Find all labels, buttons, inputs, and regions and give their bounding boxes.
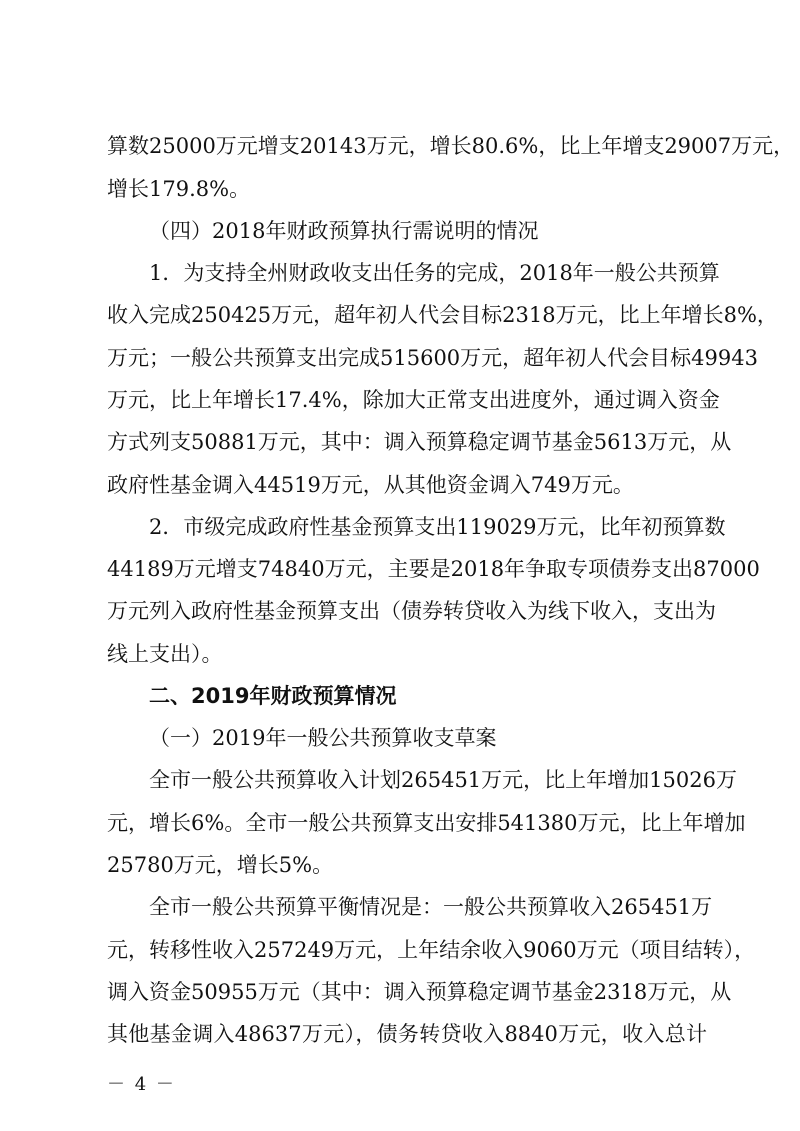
text-line: 其他基金调入48637万元），债务转贷收入8840万元，收入总计 [107,1022,707,1046]
text-line: 算数25000万元增支20143万元，增长80.6%，比上年增支29007万元， [107,134,795,158]
text-line: 全市一般公共预算收入计划265451万元，比上年增加15026万 [149,768,737,792]
text-line: 1．为支持全州财政收支出任务的完成，2018年一般公共预算 [149,261,720,285]
text-line: 万元列入政府性基金预算支出（债券转贷收入为线下收入，支出为 [107,599,716,623]
section-heading: （四）2018年财政预算执行需说明的情况 [149,219,539,243]
text-line: 方式列支50881万元，其中：调入预算稳定调节基金5613万元，从 [107,430,732,454]
text-line: 万元；一般公共预算支出完成515600万元，超年初人代会目标49943 [107,346,758,370]
text-line: 万元，比上年增长17.4%，除加大正常支出进度外，通过调入资金 [107,388,720,412]
text-line: 2．市级完成政府性基金预算支出119029万元，比年初预算数 [149,515,726,539]
text-line: 收入完成250425万元，超年初人代会目标2318万元，比上年增长8%， [107,303,778,327]
text-line: 44189万元增支74840万元，主要是2018年争取专项债券支出87000 [107,557,760,581]
text-line: 元，增长6%。全市一般公共预算支出安排541380万元，比上年增加 [107,811,746,835]
text-line: 调入资金50955万元（其中：调入预算稳定调节基金2318万元，从 [107,980,732,1004]
section-heading: （一）2019年一般公共预算收支草案 [149,726,497,750]
text-line: 全市一般公共预算平衡情况是：一般公共预算收入265451万 [149,895,713,919]
text-line: 线上支出）。 [107,642,223,666]
text-line: 政府性基金调入44519万元，从其他资金调入749万元。 [107,473,634,497]
text-line: 25780万元，增长5%。 [107,853,334,877]
text-line: 元，转移性收入257249万元，上年结余收入9060万元（项目结转）， [107,938,756,962]
page-number: － 4 － [107,1074,176,1095]
chapter-heading: 二、2019年财政预算情况 [149,684,397,708]
text-line: 增长179.8%。 [107,177,251,201]
